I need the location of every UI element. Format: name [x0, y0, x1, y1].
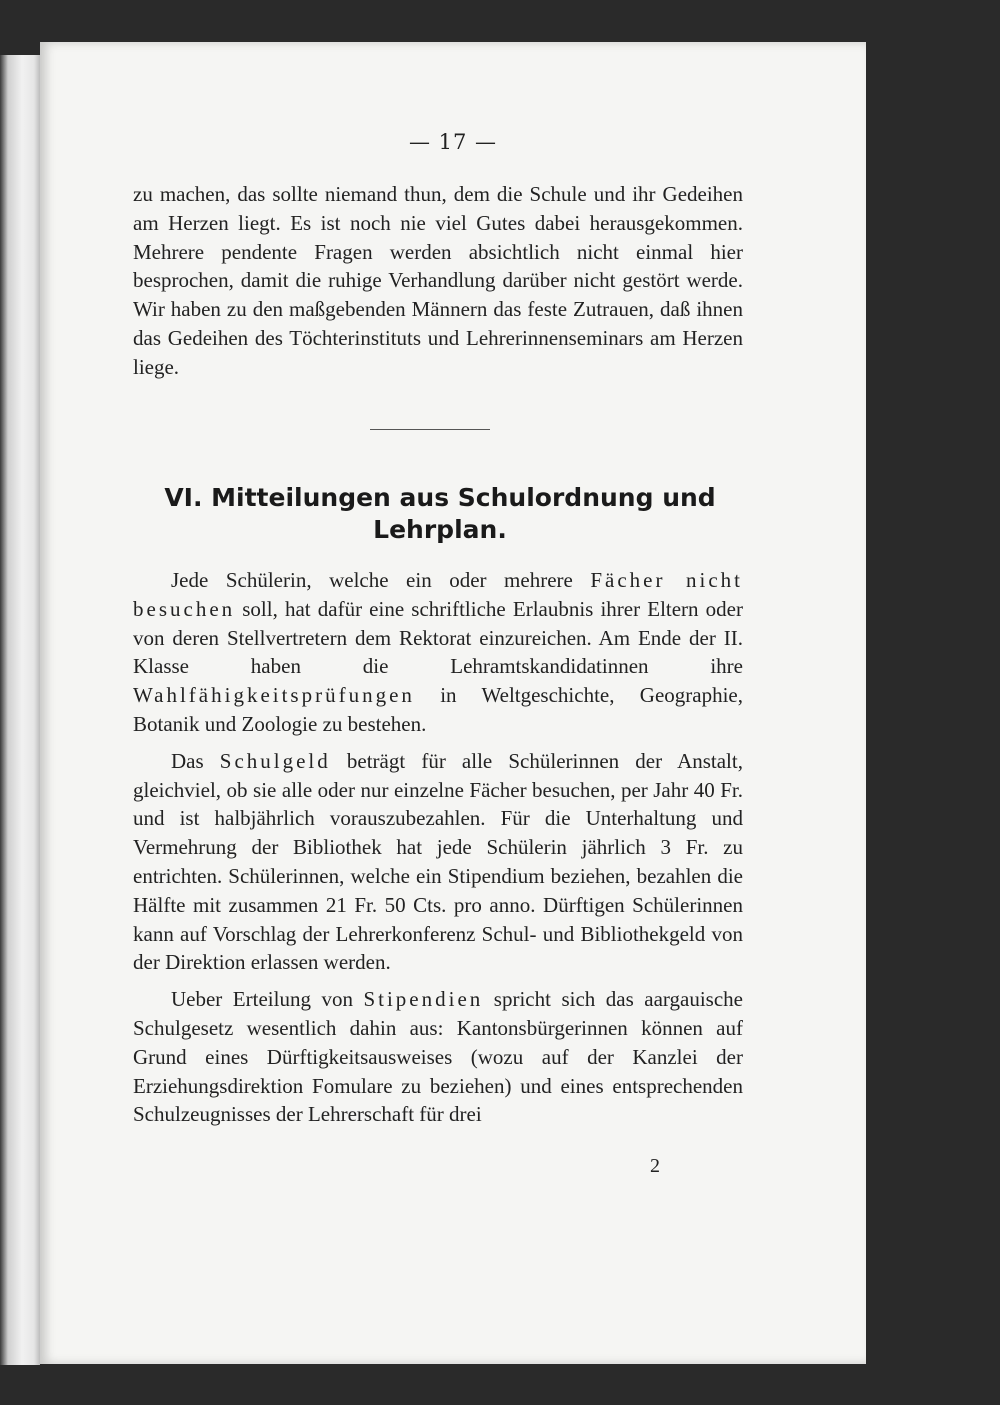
section-divider: [370, 429, 490, 430]
text-run: Das: [171, 748, 220, 773]
text-run: in Weltgeschichte, Geographie, Botanik und Zoologie zu bestehen.: [133, 683, 743, 736]
paragraph-schulgeld: [133, 747, 743, 977]
page-number-header: — 17 —: [408, 130, 498, 154]
text-run: soll, hat dafür eine schriftliche Erlaubnis ihrer Eltern oder von deren Stellvertretern dem Rektorat einzureichen. Am Ende der II. Klasse haben die Lehramtskandidatinnen ihre: [133, 596, 743, 679]
text-run: Jede Schülerin, welche ein oder mehrere: [171, 568, 591, 592]
adjacent-page-edge: [0, 55, 40, 1365]
emphasis-schulgeld: Schulgeld: [219, 748, 331, 773]
intro-paragraph: [133, 180, 743, 382]
section-heading-line-2: Lehrplan.: [373, 515, 507, 544]
paragraph-faecher: [133, 566, 743, 739]
signature-mark: 2: [650, 1155, 660, 1177]
text-run: spricht sich das aargauische Schulgesetz wesentlich dahin aus: Kantonsbürgerinnen können auf Grund eines Dürftigkeitsausweises (wozu auf der Kanzlei der Erziehungsdirektion Fomulare zu beziehen) und eines entsprechenden Schulzeugnisses der Lehrerschaft für drei: [133, 987, 743, 1127]
text-run: beträgt für alle Schülerinnen der Anstalt, gleichviel, ob sie alle oder nur einzelne Fächer besuchen, per Jahr 40 Fr. und ist halbjährlich vorauszubezahlen. Für die Unterhaltung und Vermehrung der Bibliothek hat jede Schülerin jährlich 3 Fr. zu entrichten. Schülerinnen, welche ein Stipendium beziehen, bezahlen die Hälfte mit zusammen 21 Fr. 50 Cts. pro anno. Dürftigen Schülerinnen kann auf Vorschlag der Lehrerkonferenz Schul- und Bibliothekgeld von der Direktion erlassen werden.: [133, 748, 743, 975]
text-run: Ueber Erteilung von: [171, 987, 364, 1012]
paragraph-stipendien: [133, 985, 743, 1129]
intro-paragraph-text: zu machen, das sollte niemand thun, dem die Schule und ihr Gedeihen am Herzen liegt. Es ist noch nie viel Gutes dabei herausgekommen. Mehrere pendente Fragen werden absichtlich nicht einmal hier besprochen, damit die ruhige Verhandlung darüber nicht gestört werde. Wir haben zu den maßgebenden Männern das feste Zutrauen, daß ihnen das Gedeihen des Töchterinstituts und Lehrerinnenseminars am Herzen liege.: [133, 182, 743, 379]
section-heading-line-1: VI. Mitteilungen aus Schulordnung und: [164, 483, 716, 512]
emphasis-wahlfaehigkeit: Wahlfähigkeitsprüfungen: [133, 683, 415, 708]
section-heading: [140, 482, 740, 546]
emphasis-faecher: Fächer nicht besuchen: [133, 568, 743, 621]
emphasis-stipendien: Stipendien: [363, 987, 484, 1012]
section-body: [133, 566, 743, 1129]
book-page: [40, 42, 866, 1364]
